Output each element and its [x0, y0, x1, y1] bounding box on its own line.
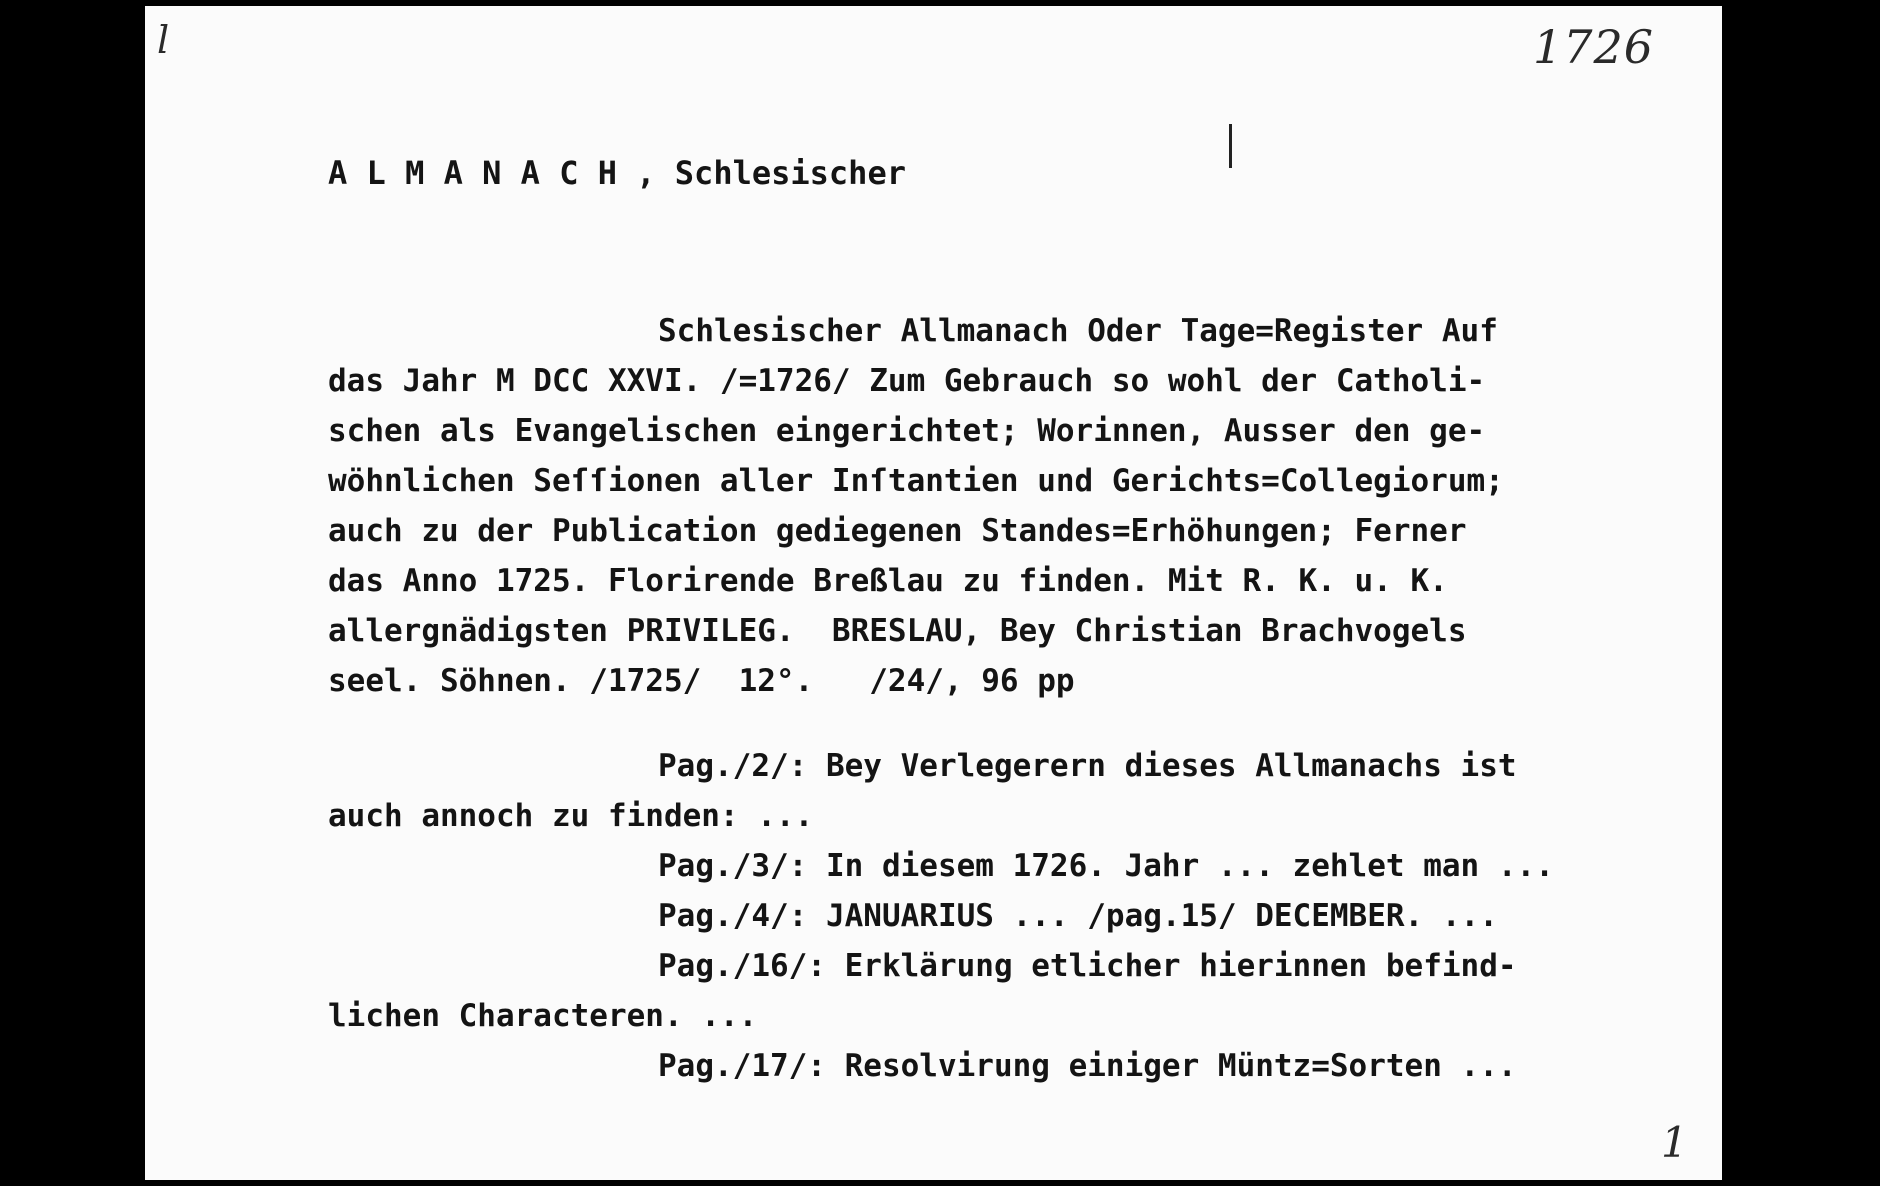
contents-line: Pag./4/: JANUARIUS ... /pag.15/ DECEMBER. ...: [658, 898, 1498, 934]
description-line: schen als Evangelischen eingerichtet; Worinnen, Ausser den ge-: [328, 413, 1486, 449]
contents-line: Pag./17/: Resolvirung einiger Müntz=Sorten ...: [658, 1048, 1517, 1084]
card-heading: A L M A N A C H , Schlesischer: [328, 154, 906, 192]
description-line: das Jahr M DCC XXVI. /=1726/ Zum Gebrauch so wohl der Catholi-: [328, 363, 1486, 399]
description-line: allergnädigsten PRIVILEG. BRESLAU, Bey Christian Brachvogels: [328, 613, 1467, 649]
catalog-card: [145, 6, 1722, 1180]
contents-line: lichen Characteren. ...: [328, 998, 758, 1034]
description-line: das Anno 1725. Florirende Breßlau zu finden. Mit R. K. u. K.: [328, 563, 1448, 599]
contents-line: Pag./3/: In diesem 1726. Jahr ... zehlet man ...: [658, 848, 1554, 884]
handwritten-year: 1726: [1533, 20, 1655, 74]
description-line: Schlesischer Allmanach Oder Tage=Register Auf: [658, 313, 1498, 349]
page-number: 1: [1661, 1118, 1688, 1167]
card-body: [328, 306, 1618, 1091]
contents-line: auch annoch zu finden: ...: [328, 798, 814, 834]
description-line: seel. Söhnen. /1725/ 12°. /24/, 96 pp: [328, 663, 1075, 699]
contents-line: Pag./16/: Erklärung etlicher hierinnen befind-: [658, 948, 1517, 984]
margin-tick: [1229, 124, 1232, 168]
contents-line: Pag./2/: Bey Verlegerern dieses Allmanachs ist: [658, 748, 1517, 784]
description-line: auch zu der Publication gediegenen Standes=Erhöhungen; Ferner: [328, 513, 1467, 549]
description-line: wöhnlichen Seſſionen aller Inſtantien und Gerichts=Collegiorum;: [328, 463, 1504, 499]
corner-mark: l: [157, 18, 170, 62]
